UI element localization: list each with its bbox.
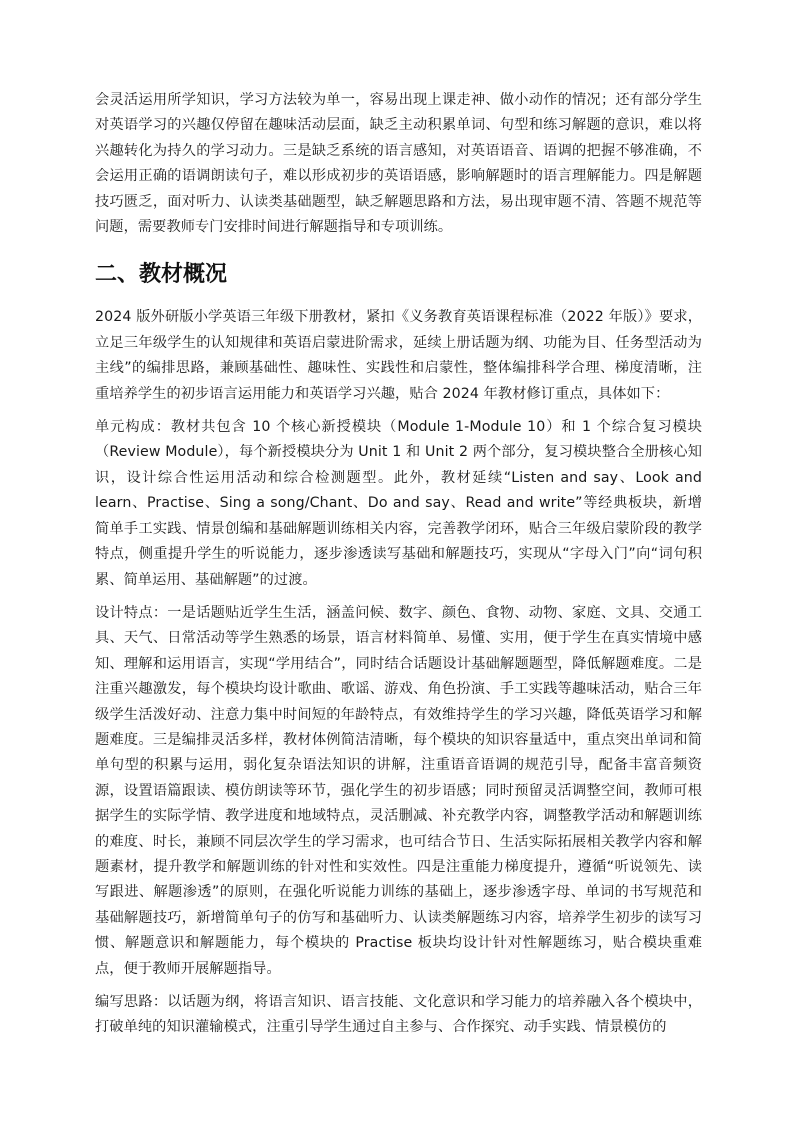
paragraph-learner-analysis: 会灵活运用所学知识，学习方法较为单一，容易出现上课走神、做小动作的情况；还有部分学生对英语学习的兴趣仅停留在趣味活动层面，缺乏主动积累单词、句型和练习解题的意识，难以将兴趣转化为持久的学习动力。三是缺乏系统的语言感知，对英语语音、语调的把握不够准确，不会运用正确的语调朗读句子，难以形成初步的英语语感，影响解题时的语言理解能力。四是解题技巧匮乏，面对听力、认读类基础题型，缺乏解题思路和方法，易出现审题不清、答题不规范等问题，需要教师专门安排时间进行解题指导和专项训练。 <box>95 92 702 236</box>
paragraph-textbook-intro: 2024 版外研版小学英语三年级下册教材，紧扣《义务教育英语课程标准（2022 年版）》要求，立足三年级学生的认知规律和英语启蒙进阶需求，延续上册话题为纲、功能为目、任务型活动为主线”的编排思路，兼顾基础性、趣味性、实践性和启蒙性，整体编排科学合理、梯度清晰，注重培养学生的初步语言运用能力和英语学习兴趣，贴合 2024 年教材修订重点，具体如下： <box>95 309 702 402</box>
paragraph-writing-approach: 编写思路：以话题为纲，将语言知识、语言技能、文化意识和学习能力的培养融入各个模块中，打破单纯的知识灌输模式，注重引导学生通过自主参与、合作探究、动手实践、情景模仿的 <box>95 994 702 1036</box>
section-heading-textbook-overview: 二、教材概况 <box>95 262 228 288</box>
document-page <box>95 88 702 1049</box>
paragraph-unit-structure: 单元构成：教材共包含 10 个核心新授模块（Module 1-Module 10）和 1 个综合复习模块（Review Module），每个新授模块分为 Unit 1 和 Unit 2 两个部分，复习模块整合全册核心知识，设计综合性运用活动和综合检测题型。此外，教材延续“Listen and say、Look and learn、Practise、Sing a song/Chant、Do and say、Read and write”等经典板块，新增简单手工实践、情景创编和基础解题训练相关内容，完善教学闭环，贴合三年级启蒙阶段的教学特点，侧重提升学生的听说能力，逐步渗透读写基础和解题技巧，实现从“字母入门”向“词句积累、简单运用、基础解题”的过渡。 <box>95 419 702 588</box>
paragraph-design-features: 设计特点：一是话题贴近学生生活，涵盖问候、数字、颜色、食物、动物、家庭、文具、交通工具、天气、日常活动等学生熟悉的场景，语言材料简单、易懂、实用，便于学生在真实情境中感知、理解和运用语言，实现“学用结合”，同时结合话题设计基础解题题型，降低解题难度。二是注重兴趣激发，每个模块均设计歌曲、歌谣、游戏、角色扮演、手工实践等趣味活动，贴合三年级学生活泼好动、注意力集中时间短的年龄特点，有效维持学生的学习兴趣，降低英语学习和解题难度。三是编排灵活多样，教材体例简洁清晰，每个模块的知识容量适中，重点突出单词和简单句型的积累与运用，弱化复杂语法知识的讲解，注重语音语调的规范引导，配备丰富音频资源，设置语篇跟读、模仿朗读等环节，强化学生的初步语感；同时预留灵活调整空间，教师可根据学生的实际学情、教学进度和地域特点，灵活删减、补充教学内容，调整教学活动和解题训练的难度、时长，兼顾不同层次学生的学习需求，也可结合节日、生活实际拓展相关教学内容和解题素材，提升教学和解题训练的针对性和实效性。四是注重能力梯度提升，遵循“听说领先、读写跟进、解题渗透”的原则，在强化听说能力训练的基础上，逐步渗透字母、单词的书写规范和基础解题技巧，新增简单句子的仿写和基础听力、认读类解题练习内容，培养学生初步的读写习惯、解题意识和解题能力，每个模块的 Practise 板块均设计针对性解题练习，贴合模块重难点，便于教师开展解题指导。 <box>95 604 702 977</box>
